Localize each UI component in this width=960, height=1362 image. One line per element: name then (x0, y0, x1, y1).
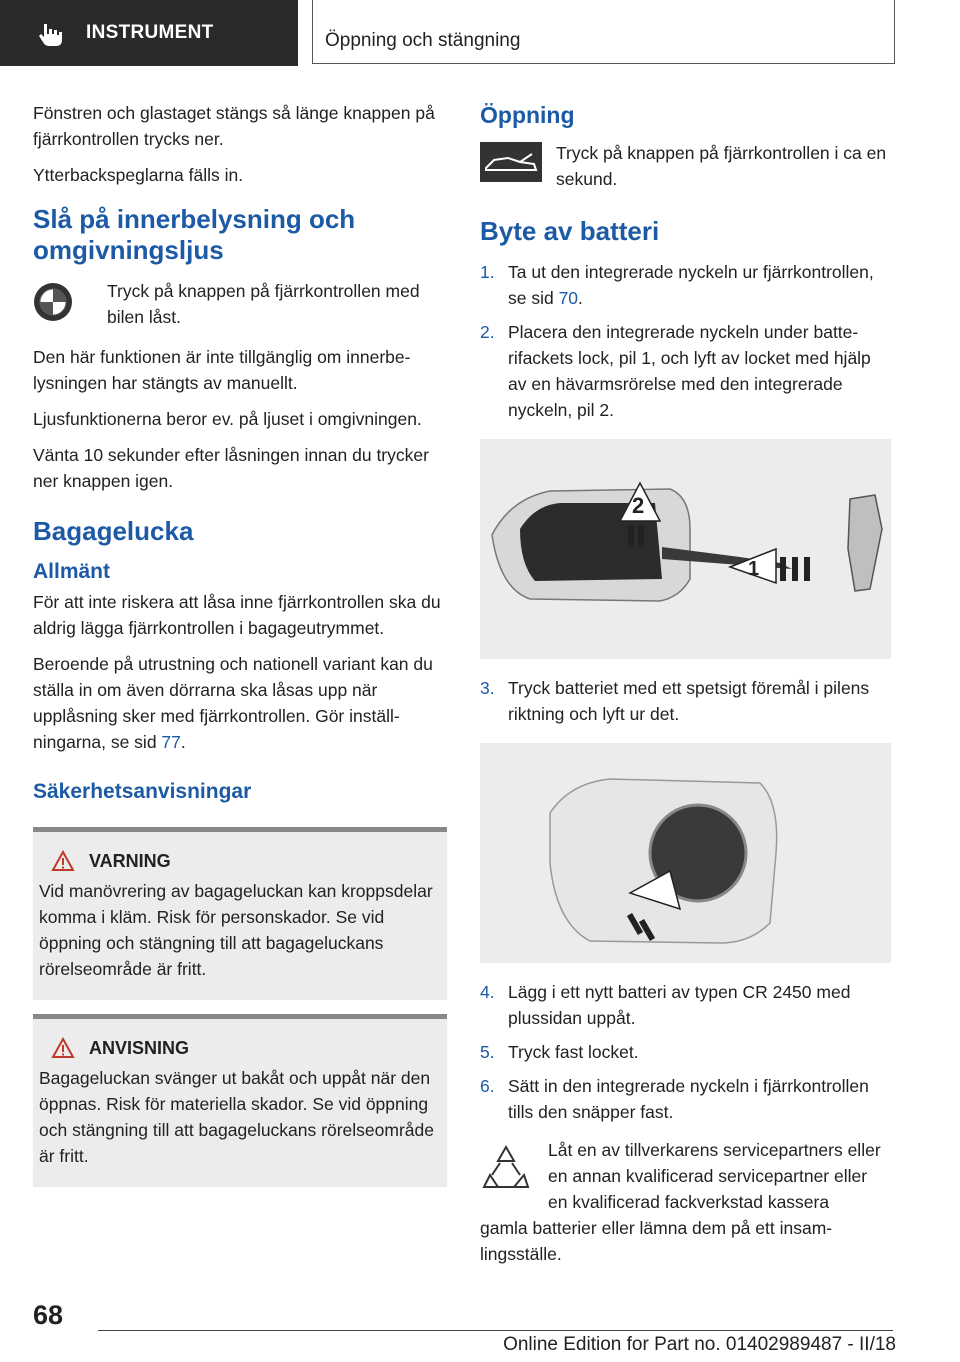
list-item: 1. Ta ut den integrerade nyckeln ur fjärrkontrollen, se sid 70. (480, 262, 874, 308)
paragraph: Vänta 10 sekunder efter låsningen innan du trycker ner knappen igen. (33, 445, 429, 491)
arrow-label-1: 1 (748, 558, 760, 580)
paragraph: Den här funktionen är inte tillgänglig om innerbelysningen har stängts av manuellt. (33, 347, 411, 393)
heading-open: Öppning (480, 102, 575, 128)
recycle-icon (480, 1141, 532, 1193)
paragraph: För att inte riskera att låsa inne fjärrkontrollen ska du aldrig lägga fjärrkontrollen i bagageutrymmet. (33, 592, 441, 638)
section-tab (0, 0, 298, 66)
recycle-text-a: Låt en av tillverkarens servicepartners eller en annan kvalificerad servicepartner eller en kvalificerad fackverkstad kassera (548, 1140, 881, 1212)
page-link[interactable]: 77 (161, 732, 181, 752)
heading-safety: Säkerhetsanvisningar (33, 780, 252, 803)
open-instruction-text: Tryck på knappen på fjärrkontrollen i ca en sekund. (556, 143, 887, 189)
key-battery-cover-illustration (480, 439, 891, 659)
light-instruction-text: Tryck på knappen på fjärrkontrollen med bilen låst. (107, 281, 420, 327)
heading-battery: Byte av batteri (480, 216, 660, 246)
section-label: INSTRUMENT (86, 22, 214, 43)
paragraph: Ytterbackspeglarna fälls in. (33, 165, 244, 185)
list-item: 4. Lägg i ett nytt batteri av typen CR 2450 med plussidan uppåt. (480, 982, 851, 1028)
paragraph: Fönstren och glastaget stängs så länge knappen på fjärrkontrollen trycks ner. (33, 103, 435, 149)
heading-general: Allmänt (33, 560, 111, 583)
notice-title: ANVISNING (89, 1037, 190, 1058)
warning-text: Vid manövrering av bagageluckan kan kroppsdelar komma i kläm. Risk för personskador. Se vid öppning och stängning till att bagageluckans rörelseområde är fritt. (39, 881, 433, 979)
warning-box (33, 827, 447, 1000)
warning-title: VARNING (89, 850, 171, 871)
page-header (0, 0, 960, 66)
bmw-logo-icon (33, 282, 73, 322)
list-item: 5. Tryck fast locket. (480, 1042, 639, 1062)
list-item: 6. Sätt in den integrerade nyckeln i fjärrkontrollen tills den snäpper fast. (480, 1076, 869, 1122)
left-column (33, 100, 447, 1199)
hand-pointer-icon (36, 18, 72, 48)
notice-box (33, 1014, 447, 1187)
heading-trunk: Bagagelucka (33, 516, 194, 546)
paragraph: Ljusfunktionerna beror ev. på ljuset i omgivningen. (33, 409, 422, 429)
battery-removal-illustration (480, 743, 891, 963)
trunk-open-icon (480, 142, 542, 182)
notice-triangle-icon (51, 1037, 75, 1059)
right-column (480, 100, 891, 1277)
battery-steps-a (480, 259, 891, 423)
notice-text: Bagageluckan svänger ut bakåt och uppåt när den öppnas. Risk för materiella skador. Se vid öppning och stängning till att bagageluckans rörelseområde är fritt. (39, 1068, 434, 1166)
chapter-title: Öppning och stängning (312, 0, 895, 64)
paragraph: Beroende på utrustning och nationell variant kan du ställa in om även dörrarna ska låsas upp när upplåsning sker med fjärrkontrollen. Gör inställningarna, se sid 77. (33, 654, 433, 752)
light-instruction (33, 278, 447, 330)
page-link[interactable]: 70 (558, 288, 579, 308)
page-number: 68 (33, 1300, 64, 1330)
list-item: 3. Tryck batteriet med ett spetsigt föremål i pilens riktning och lyft ur det. (480, 678, 870, 724)
edition-text: Online Edition for Part no. 01402989487 - II/18 (503, 1334, 896, 1355)
arrow-label-2: 2 (632, 493, 645, 518)
open-instruction (480, 140, 891, 192)
warning-triangle-icon (51, 850, 75, 872)
recycle-text-b: gamla batterier eller lämna dem på ett insamlingsställe. (480, 1218, 833, 1264)
recycle-note (480, 1137, 891, 1215)
list-item: 2. Placera den integrerade nyckeln under batterifackets lock, pil 1, och lyft av locket med hjälp av en hävarmsrörelse med den integrerade nyckeln, pil 2. (480, 322, 871, 420)
footer-divider (98, 1330, 893, 1331)
heading-interior-light: Slå på innerbelysning och omgivningsljus (33, 204, 356, 265)
battery-steps-b (480, 675, 891, 727)
battery-steps-c (480, 979, 891, 1125)
